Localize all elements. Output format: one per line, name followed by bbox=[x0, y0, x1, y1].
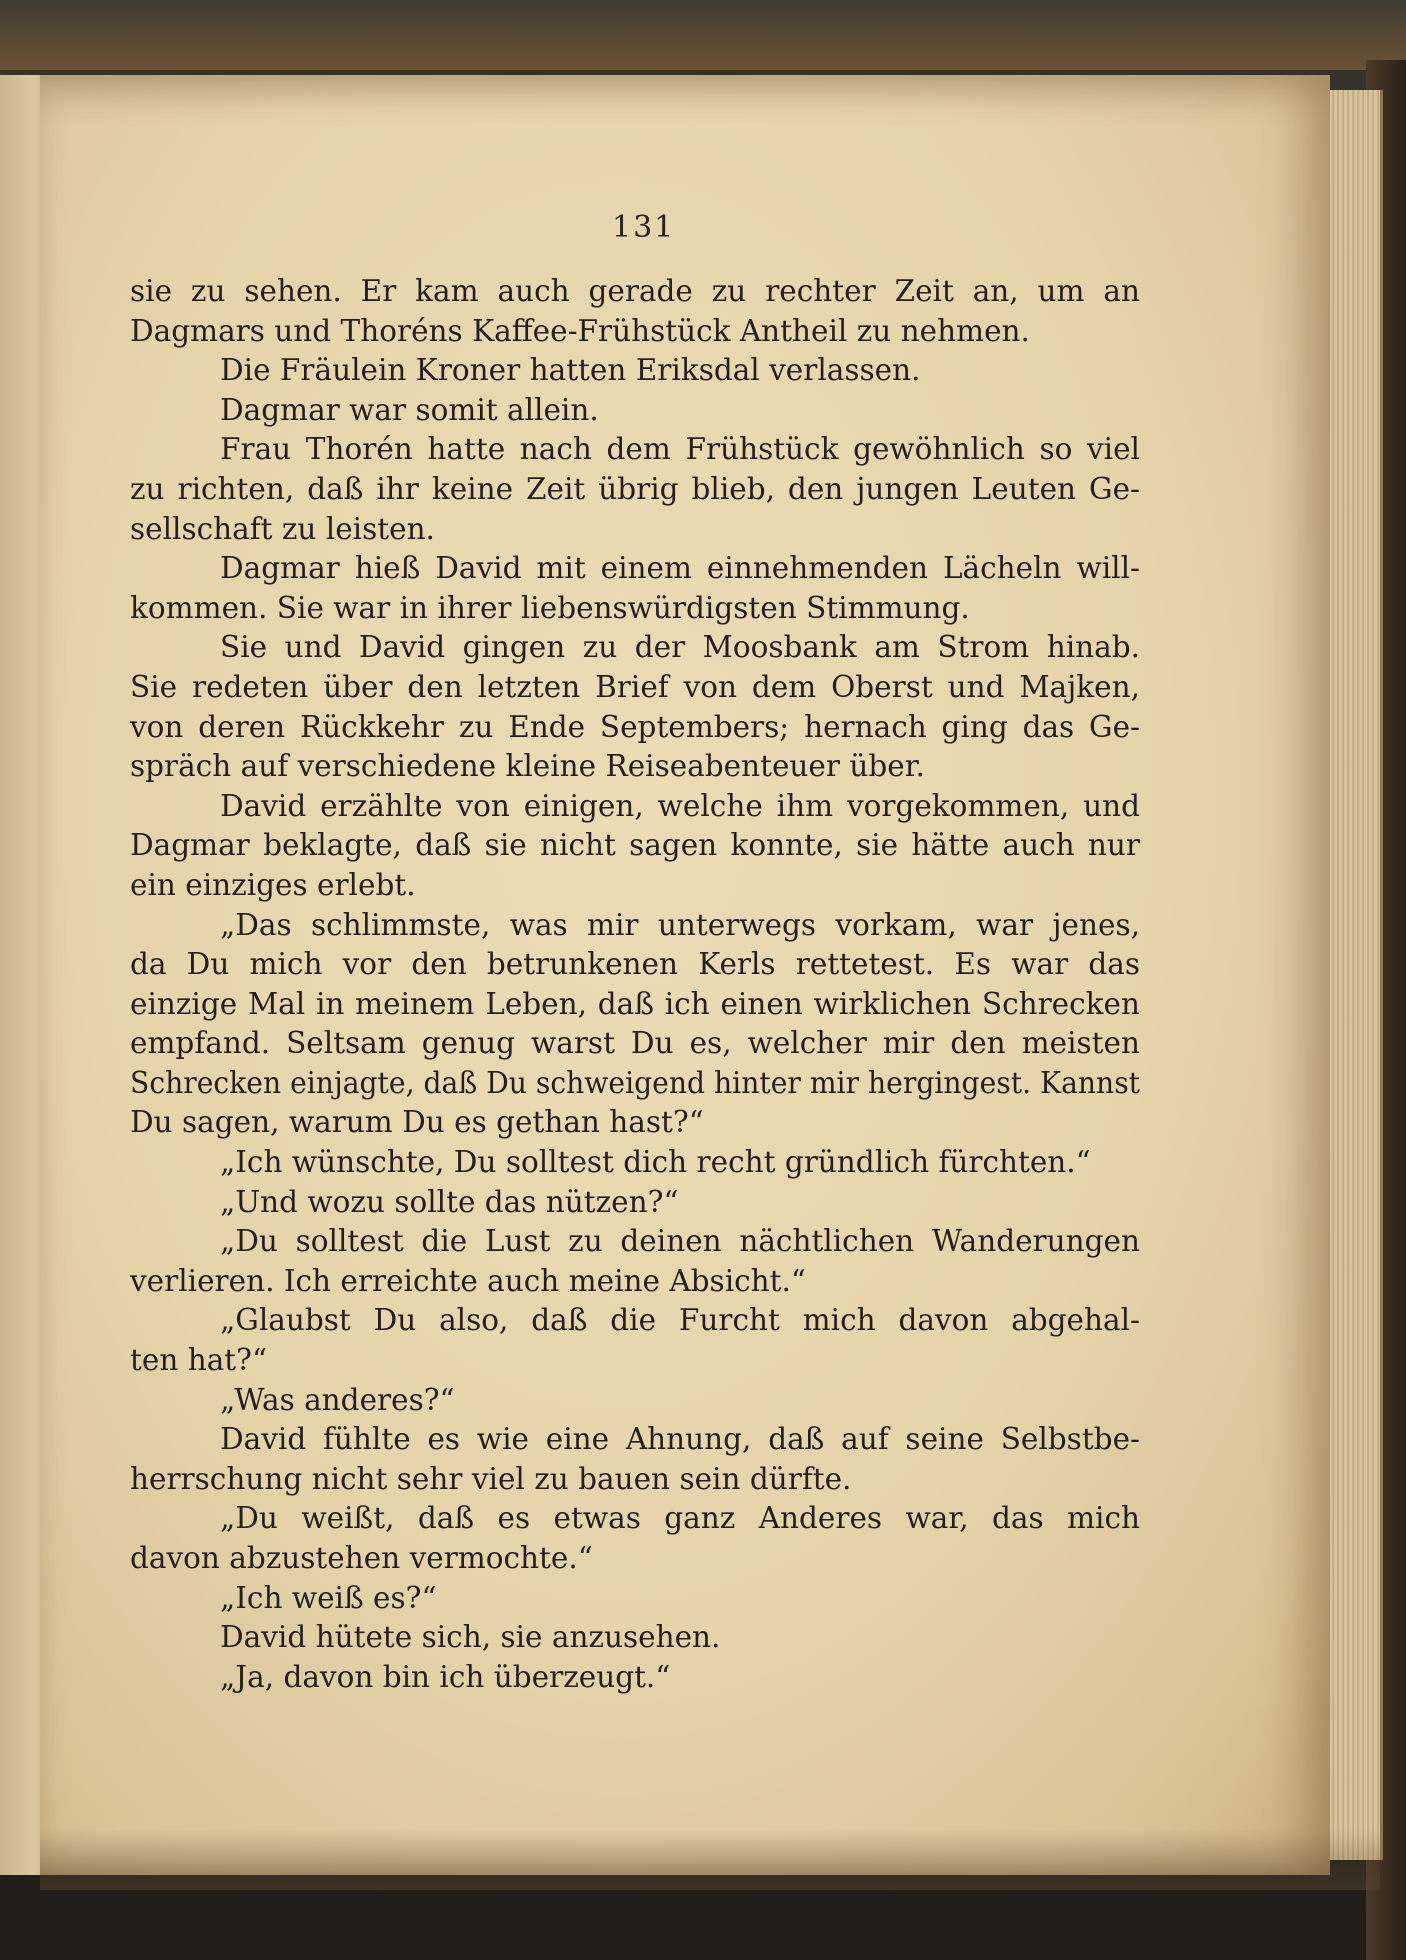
text-line: ten hat?“ bbox=[130, 1343, 268, 1378]
text-line: „Ich weiß es?“ bbox=[220, 1580, 437, 1615]
text-line: „Glaubst Du also, daß die Furcht mich davon abgehal- bbox=[220, 1303, 1140, 1338]
text-line: David hütete sich, sie anzusehen. bbox=[220, 1620, 721, 1655]
text-line: kommen. Sie war in ihrer liebenswürdigsten Stimmung. bbox=[130, 590, 970, 625]
text-line: sellschaft zu leisten. bbox=[130, 511, 435, 546]
text-line: „Das schlimmste, was mir unterwegs vorkam, war jenes, bbox=[220, 907, 1140, 942]
text-line: zu richten, daß ihr keine Zeit übrig blieb, den jungen Leuten Ge- bbox=[130, 471, 1140, 506]
text-line: einzige Mal in meinem Leben, daß ich einen wirklichen Schrecken bbox=[130, 986, 1140, 1021]
text-line: davon abzustehen vermochte.“ bbox=[130, 1541, 593, 1575]
text-line: „Du weißt, daß es etwas ganz Anderes war, das mich bbox=[220, 1501, 1140, 1536]
text-line: sie zu sehen. Er kam auch gerade zu rechter Zeit an, um an bbox=[130, 274, 1140, 308]
text-line: herrschung nicht sehr viel zu bauen sein dürfte. bbox=[130, 1461, 852, 1496]
text-line: David erzählte von einigen, welche ihm vorgekommen, und bbox=[220, 788, 1140, 823]
text-line: Dagmar hieß David mit einem einnehmenden Lächeln will- bbox=[220, 551, 1140, 586]
text-line: David fühlte es wie eine Ahnung, daß auf seine Selbstbe- bbox=[220, 1422, 1140, 1457]
text-line: spräch auf verschiedene kleine Reiseabenteuer über. bbox=[130, 749, 925, 784]
text-line: da Du mich vor den betrunkenen Kerls rettetest. Es war das bbox=[130, 947, 1140, 982]
text-line: Schrecken einjagte, daß Du schweigend hinter mir hergingest. Kannst bbox=[130, 1065, 1140, 1100]
text-line: Du sagen, warum Du es gethan hast?“ bbox=[130, 1105, 704, 1140]
page-bottom-shadow bbox=[40, 1830, 1380, 1890]
body-text bbox=[130, 272, 1140, 1697]
text-line: „Ich wünschte, Du solltest dich recht gründlich fürchten.“ bbox=[220, 1145, 1091, 1180]
text-line: „Du solltest die Lust zu deinen nächtlichen Wanderungen bbox=[220, 1224, 1140, 1259]
text-line: ein einziges erlebt. bbox=[130, 867, 416, 902]
text-line: von deren Rückkehr zu Ende Septembers; hernach ging das Ge- bbox=[130, 709, 1140, 744]
page-number: 131 bbox=[612, 210, 676, 245]
text-line: Dagmar war somit allein. bbox=[220, 392, 599, 427]
text-line: Sie und David gingen zu der Moosbank am Strom hinab. bbox=[220, 630, 1140, 665]
text-line: Dagmars und Thoréns Kaffee-Frühstück Antheil zu nehmen. bbox=[130, 313, 1030, 348]
text-line: „Und wozu sollte das nützen?“ bbox=[220, 1184, 679, 1219]
text-line: Die Fräulein Kroner hatten Eriksdal verlassen. bbox=[220, 353, 921, 388]
book-cover-top-edge bbox=[0, 0, 1406, 70]
text-line: „Ja, davon bin ich überzeugt.“ bbox=[220, 1659, 671, 1694]
text-line: „Was anderes?“ bbox=[220, 1382, 455, 1417]
text-line: verlieren. Ich erreichte auch meine Absicht.“ bbox=[130, 1263, 806, 1298]
text-line: Dagmar beklagte, daß sie nicht sagen konnte, sie hätte auch nur bbox=[130, 828, 1140, 863]
text-line: Sie redeten über den letzten Brief von dem Oberst und Majken, bbox=[130, 669, 1140, 704]
text-line: empfand. Seltsam genug warst Du es, welcher mir den meisten bbox=[130, 1026, 1140, 1061]
text-line: Frau Thorén hatte nach dem Frühstück gewöhnlich so viel bbox=[220, 432, 1140, 467]
